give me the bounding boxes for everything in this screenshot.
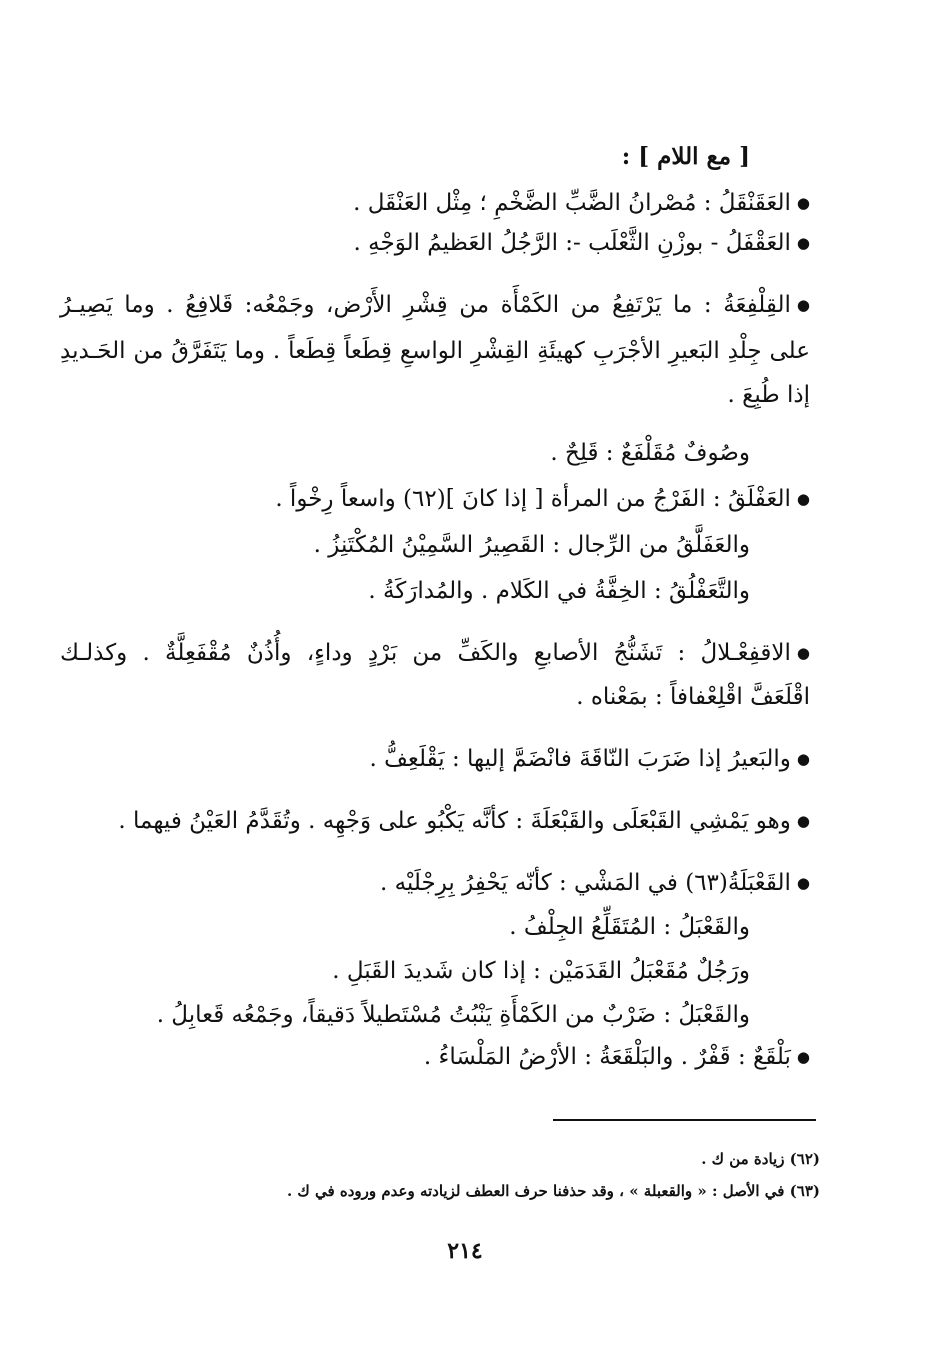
entry-line: ● العَفْلَقُ : الفَرْجُ من المرأة [ إذا كانَ ](٦٢) واسعاً رِخْواً . xyxy=(275,484,810,516)
entry-line: والعَفَلَّقُ من الرِّجال : القَصِيرُ السَّمِيْنُ المُكْتَنِزُ . xyxy=(313,532,750,558)
entry-line: ● والبَعيرُ إذا ضَرَبَ النّاقَةَ فانْضَمَّ إليها : يَقْلَعِفُّ . xyxy=(369,744,810,776)
section-heading: [ مع اللام ] : xyxy=(621,143,750,170)
entry-line: والقَعْبَلُ : ضَرْبٌ من الكَمْأَةِ يَنْبُتُ مُسْتَطيلاً دَقيقاً، وجَمْعُه قَعابِلُ . xyxy=(156,1002,750,1028)
page-number: ٢١٤ xyxy=(447,1238,483,1264)
entry-line: ورَجُلٌ مُقَعْبَلُ القَدَمَيْن : إذا كان شَديدَ القَبَلِ . xyxy=(332,958,750,984)
entry-line: ● العَقْفَلُ - بوزْنِ الثَّعْلَب -: الرَّجُلُ العَظيمُ الوَجْهِ . xyxy=(354,228,810,260)
entry-line: وصُوفٌ مُقَلْفَعٌ : قَلِحٌ . xyxy=(550,440,750,466)
entry-line: ● القَعْبَلَةُ(٦٣) في المَشْي : كأنّه يَحْفِرُ بِرِجْلَيْه . xyxy=(380,868,810,900)
footnote-63: (٦٣) في الأصل : « والقعبلة » ، وقد حذفنا حرف العطف لزيادته وعدم وروده في ك . xyxy=(286,1182,820,1200)
entry-line: ● بَلْقَعٌ : قَفْرٌ . والبَلْقَعَةُ : الأرْضُ المَلْسَاءُ . xyxy=(424,1042,810,1074)
entry-line: اقْلَعَفَّ اقْلِعْفافاً : بمَعْناه . xyxy=(576,684,810,710)
entry-line: إذا طُبِعَ . xyxy=(727,382,810,408)
entry-line: والقَعْبَلُ : المُتَقَلِّعُ الجِلْفُ . xyxy=(509,914,750,940)
entry-line: ● وهو يَمْشِي القَبْعَلَى والقَبْعَلَةَ : كأنَّه يَكْبُو على وَجْهِه . وتُقَدَّمُ العَيْنُ فيهما . xyxy=(118,806,810,838)
entry-line: ● العَقَنْقَلُ : مُصْرانُ الضَّبِّ الضَّخْمِ ؛ مِثْل العَنْقَل . xyxy=(353,188,810,220)
entry-line: والتَّعَفْلُقُ : الخِفَّةُ في الكَلام . والمُدارَكَةُ . xyxy=(368,578,750,604)
footnote-62: (٦٢) زيادة من ك . xyxy=(701,1150,820,1168)
entry-line: ● الاقفِعْـلالُ : تَشَنُّجُ الأصابعِ والكَفِّ من بَرْدٍ وداءٍ، وأُذُنٌ مُقْفَعِلَّةٌ . وكذلـك xyxy=(60,638,810,670)
entry-line: ● القِلْفِعَةُ : ما يَرْتَفِعُ من الكَمْأَة من قِشْرِ الأَرْض، وجَمْعُه: قَلافِعُ . وما يَصِيـرُ xyxy=(60,290,810,322)
footnote-separator xyxy=(553,1119,816,1121)
entry-line: على جِلْدِ البَعيرِ الأجْرَبِ كهيئَةِ القِشْرِ الواسعِ قِطَعاً قِطَعاً . وما يَتَفَرَّقُ من الحَـديدِ xyxy=(60,338,810,364)
